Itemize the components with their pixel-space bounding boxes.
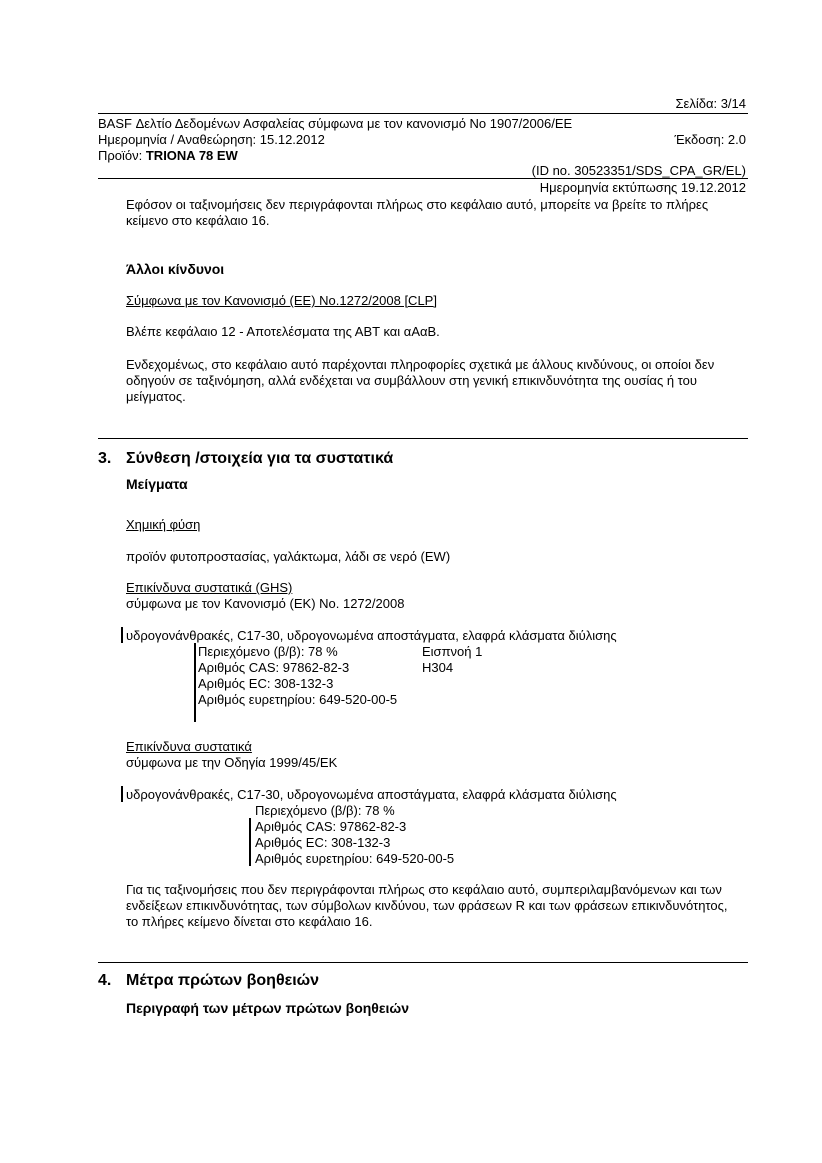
product-prefix: Προϊόν: (98, 148, 146, 163)
dsd-hazardous-ingredients-label: Επικίνδυνα συστατικά (126, 739, 252, 754)
ghs-content: Περιεχόμενο (β/β): 78 % (198, 644, 338, 659)
ghs-index: Αριθμός ευρετηρίου: 649-520-00-5 (198, 692, 398, 707)
section4-title: Μέτρα πρώτων βοηθειών (126, 972, 320, 989)
page-number: Σελίδα: 3/14 (675, 96, 746, 111)
product-name: TRIONA 78 EW (145, 148, 238, 163)
ghs-ec: Αριθμός EC: 308-132-3 (198, 676, 334, 691)
dsd-substance: υδρογονάνθρακές, C17-30, υδρογονωμένα αποστάγματα, ελαφρά κλάσματα διύλισης (126, 787, 617, 802)
header-top-rule (98, 113, 748, 114)
dsd-regulation: σύμφωνα με την Οδηγία 1999/45/ΕΚ (126, 755, 338, 770)
product-line (98, 148, 238, 164)
other-hazards-note: Ενδεχομένως, στο κεφάλαιο αυτό παρέχονται πληροφορίες σχετικά με άλλους κινδύνους, οι οποίοι δεν οδηγούν σε ταξινόμηση, αλλά ενδέχεται να συμβάλλουν στη γενική επικινδυνότητα της ουσίας ή του μείγματος. (126, 357, 715, 404)
document-id: (ID no. 30523351/SDS_CPA_GR/EL) (531, 163, 746, 178)
mixtures-heading: Μείγματα (126, 476, 188, 492)
dsd-cas: Αριθμός CAS: 97862-82-3 (255, 819, 407, 834)
ghs-cas: Αριθμός CAS: 97862-82-3 (198, 660, 350, 675)
ghs-hazard-statement: H304 (422, 660, 454, 675)
dsd-index: Αριθμός ευρετηρίου: 649-520-00-5 (255, 851, 455, 866)
chemical-nature-label: Χημική φύση (126, 517, 201, 532)
section3-rule (98, 438, 748, 439)
classification-footnote: Για τις ταξινομήσεις που δεν περιγράφονται πλήρως στο κεφάλαιο αυτό, συμπεριλαμβανόμενων και των ενδείξεων επικινδυνότητας, των σύμβολων κινδύνου, των φράσεων R και των φράσεων επικινδυνότητος, το πλήρες κείμενο δίνεται στο κεφάλαιο 16. (126, 882, 728, 929)
see-chapter-12: Βλέπε κεφάλαιο 12 - Αποτελέσματα της ΑΒΤ και αΑαΒ. (126, 324, 440, 339)
ghs-change-bar (121, 627, 123, 643)
clp-regulation-label: Σύμφωνα με τον Κανονισμό (ΕΕ) No.1272/2008 [CLP] (126, 293, 437, 308)
ghs-hazardous-ingredients-label: Επικίνδυνα συστατικά (GHS) (126, 580, 293, 595)
dsd-details-bar (249, 818, 251, 866)
print-date: Ημερομηνία εκτύπωσης 19.12.2012 (539, 180, 746, 195)
chemical-nature-value: προϊόν φυτοπροστασίας, γαλάκτωμα, λάδι σε νερό (EW) (126, 549, 451, 564)
section4-rule (98, 962, 748, 963)
section3-number: 3. (98, 450, 112, 467)
ghs-substance: υδρογονάνθρακές, C17-30, υδρογονωμένα αποστάγματα, ελαφρά κλάσματα διύλισης (126, 628, 617, 643)
first-aid-subheading: Περιγραφή των μέτρων πρώτων βοηθειών (126, 1000, 410, 1016)
dsd-ec: Αριθμός EC: 308-132-3 (255, 835, 391, 850)
section3-title: Σύνθεση /στοιχεία για τα συστατικά (126, 450, 394, 467)
ghs-details-bar (194, 643, 196, 722)
revision-date: Ημερομηνία / Αναθεώρηση: 15.12.2012 (98, 132, 325, 147)
ghs-hazard-class: Εισπνοή 1 (422, 644, 483, 659)
other-hazards-heading: Άλλοι κίνδυνοι (126, 261, 225, 277)
intro-text: Εφόσον οι ταξινομήσεις δεν περιγράφονται πλήρως στο κεφάλαιο αυτό, μπορείτε να βρείτε το πλήρες κείμενο στο κεφάλαιο 16. (126, 197, 709, 228)
version: Έκδοση: 2.0 (674, 132, 746, 147)
dsd-change-bar (121, 786, 123, 802)
header-bottom-rule (98, 178, 748, 179)
ghs-regulation: σύμφωνα με τον Κανονισμό (ΕΚ) No. 1272/2008 (126, 596, 405, 611)
dsd-content: Περιεχόμενο (β/β): 78 % (255, 803, 395, 818)
header-title: BASF Δελτίο Δεδομένων Ασφαλείας σύμφωνα με τον κανονισμό No 1907/2006/ΕΕ (98, 116, 573, 131)
section4-number: 4. (98, 972, 112, 989)
